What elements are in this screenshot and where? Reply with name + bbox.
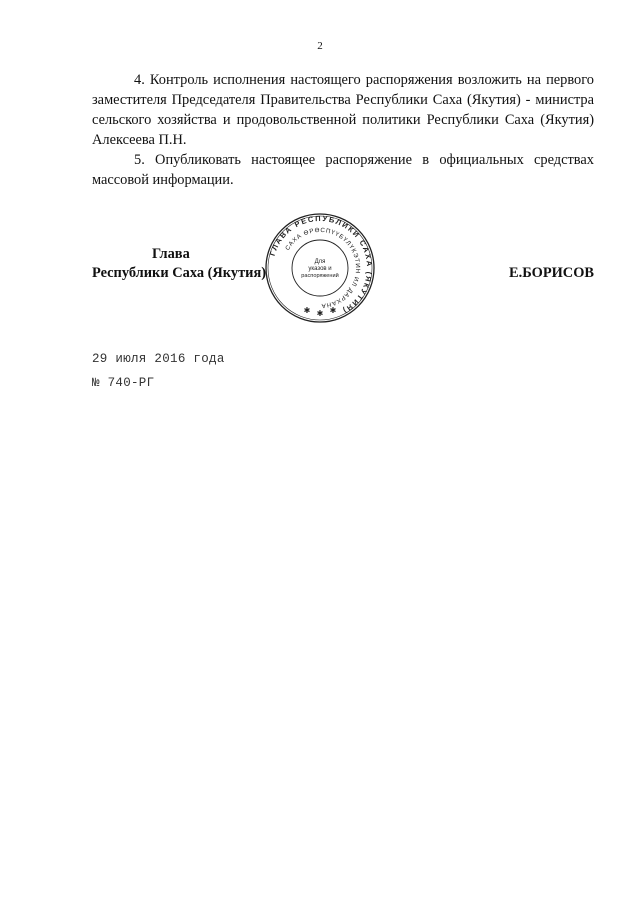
- signatory-name: Е.БОРИСОВ: [509, 265, 594, 281]
- seal-center-line3: распоряжений: [301, 273, 339, 279]
- seal-center-line2: указов и: [308, 266, 332, 272]
- seal-graphic: [264, 212, 376, 324]
- seal-inner-text: САХА ӨРӨСПҮҮБҮЛҮКЭТИН ИЛ ДАРХАНА: [284, 226, 362, 310]
- document-number: № 740-РГ: [92, 376, 155, 390]
- seal-star-icon: ✱: [316, 309, 324, 318]
- seal-star-icon: ✱: [303, 306, 311, 315]
- document-date: 29 июля 2016 года: [92, 352, 225, 366]
- document-body: [92, 70, 594, 190]
- seal-outer-text: ГЛАВА РЕСПУБЛИКИ САХА (ЯКУТИЯ): [267, 213, 375, 317]
- seal-center-line1: Для: [314, 259, 326, 265]
- paragraph-5: 5. Опубликовать настоящее распоряжение в официальных средствах массовой информации.: [92, 152, 594, 188]
- seal-star-icon: ✱: [329, 306, 337, 315]
- signatory-title-line2: Республики Саха (Якутия): [92, 265, 267, 281]
- signatory-title-line1: Глава: [152, 246, 190, 262]
- page-number: 2: [317, 40, 323, 52]
- official-seal-stamp: [264, 212, 376, 324]
- paragraph-4: 4. Контроль исполнения настоящего распоряжения возложить на первого заместителя Председателя Правительства Республики Саха (Якутия) - министра сельского хозяйства и продовольственной политики Республики Саха (Якутия) Алексеева П.Н.: [92, 72, 594, 148]
